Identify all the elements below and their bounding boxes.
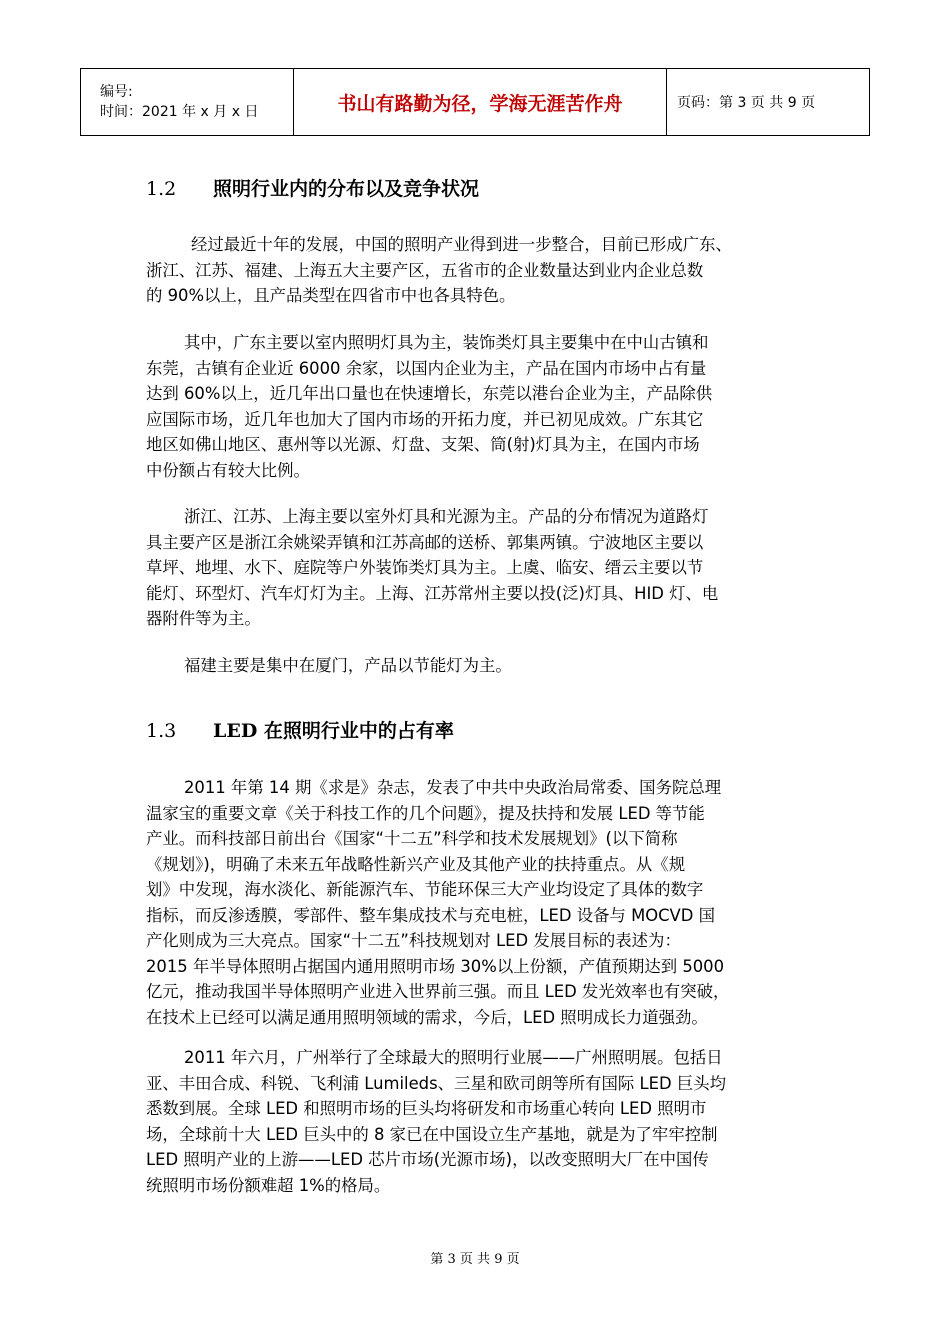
text-line: 2011 年六月，广州举行了全球最大的照明行业展——广州照明展。包括日	[184, 1048, 723, 1067]
text-line: 产化则成为三大亮点。国家“十二五”科技规划对 LED 发展目标的表述为：	[146, 931, 681, 950]
text-line: 应国际市场，近几年也加大了国内市场的开拓力度，并已初见成效。广东其它	[146, 409, 704, 429]
text-line: LED 照明产业的上游——LED 芯片市场(光源市场)，以改变照明大厂在中国传	[146, 1150, 709, 1169]
section-number: 1.3	[146, 720, 177, 742]
section-title: 照明行业内的分布以及竞争状况	[213, 178, 480, 200]
text-line: 器附件等为主。	[146, 609, 261, 628]
text-line: 地区如佛山地区、惠州等以光源、灯盘、支架、筒(射)灯具为主，在国内市场	[146, 435, 700, 454]
section-heading-1-2	[146, 174, 479, 201]
text-line: 中份额占有较大比例。	[146, 460, 310, 480]
document-header	[80, 68, 870, 136]
time-label: 时间：2021 年 x 月 x 日	[100, 104, 259, 120]
section-number: 1.2	[146, 178, 177, 200]
text-line: 经过最近十年的发展，中国的照明产业得到进一步整合，目前已形成广东、	[191, 235, 732, 254]
text-line: 2015 年半导体照明占据国内通用照明市场 30%以上份额，产值预期达到 5000	[146, 956, 725, 976]
section-heading-1-3	[146, 716, 454, 743]
text-line: 其中，广东主要以室内照明灯具为主，装饰类灯具主要集中在中山古镇和	[184, 333, 709, 352]
text-line: 草坪、地埋、水下、庭院等户外装饰类灯具为主。上虞、临安、缙云主要以节	[146, 558, 704, 577]
paragraph	[146, 653, 810, 679]
text-line: 产业。而科技部日前出台《国家“十二五”科学和技术发展规划》(以下简称	[146, 829, 678, 848]
motto: 书山有路勤为径，学海无涯苦作舟	[294, 69, 667, 136]
text-line: 指标，而反渗透膜，零部件、整车集成技术与充电桩，LED 设备与 MOCVD 国	[146, 905, 715, 925]
text-line: 亚、丰田合成、科锐、飞利浦 Lumileds、三星和欧司朗等所有国际 LED 巨头均	[146, 1073, 727, 1093]
page-footer: 第 3 页 共 9 页	[430, 1252, 520, 1267]
text-line: 场，全球前十大 LED 巨头中的 8 家已在中国设立生产基地，就是为了牢牢控制	[146, 1124, 718, 1144]
text-line: 福建主要是集中在厦门，产品以节能灯为主。	[184, 656, 512, 675]
text-line: 的 90%以上，且产品类型在四省市中也各具特色。	[146, 286, 516, 305]
paragraph	[146, 1045, 810, 1198]
text-line: 《规划》)，明确了未来五年战略性新兴产业及其他产业的扶持重点。从《规	[146, 854, 686, 874]
text-line: 划》中发现，海水淡化、新能源汽车、节能环保三大产业均设定了具体的数字	[146, 880, 704, 899]
page-info: 页码：第 3 页 共 9 页	[667, 69, 870, 136]
text-line: 统照明市场份额难超 1%的格局。	[146, 1175, 391, 1195]
text-line: 2011 年第 14 期《求是》杂志，发表了中共中央政治局常委、国务院总理	[184, 778, 722, 797]
text-line: 温家宝的重要文章《关于科技工作的几个问题》，提及扶持和发展 LED 等节能	[146, 803, 705, 823]
text-line: 东莞，古镇有企业近 6000 余家，以国内企业为主，产品在国内市场中占有量	[146, 358, 707, 378]
text-line: 悉数到展。全球 LED 和照明市场的巨头均将研发和市场重心转向 LED 照明市	[146, 1099, 707, 1118]
text-line: 具主要产区是浙江余姚梁弄镇和江苏高邮的送桥、郭集两镇。宁波地区主要以	[146, 532, 704, 552]
paragraph	[146, 232, 810, 309]
paragraph	[146, 330, 810, 483]
header-meta	[81, 69, 294, 136]
text-line: 达到 60%以上，近几年出口量也在快速增长，东莞以港台企业为主，产品除供	[146, 384, 713, 403]
number-label: 编号:	[100, 84, 133, 100]
text-line: 亿元，推动我国半导体照明产业进入世界前三强。而且 LED 发光效率也有突破，	[146, 982, 730, 1001]
paragraph	[146, 504, 810, 632]
text-line: 在技术上已经可以满足通用照明领域的需求，今后，LED 照明成长力道强劲。	[146, 1007, 708, 1027]
paragraph	[146, 775, 810, 1030]
text-line: 浙江、江苏、上海主要以室外灯具和光源为主。产品的分布情况为道路灯	[184, 507, 709, 526]
text-line: 浙江、江苏、福建、上海五大主要产区，五省市的企业数量达到业内企业总数	[146, 260, 704, 280]
section-title: LED 在照明行业中的占有率	[213, 720, 454, 742]
text-line: 能灯、环型灯、汽车灯灯为主。上海、江苏常州主要以投(泛)灯具、HID 灯、电	[146, 583, 719, 603]
